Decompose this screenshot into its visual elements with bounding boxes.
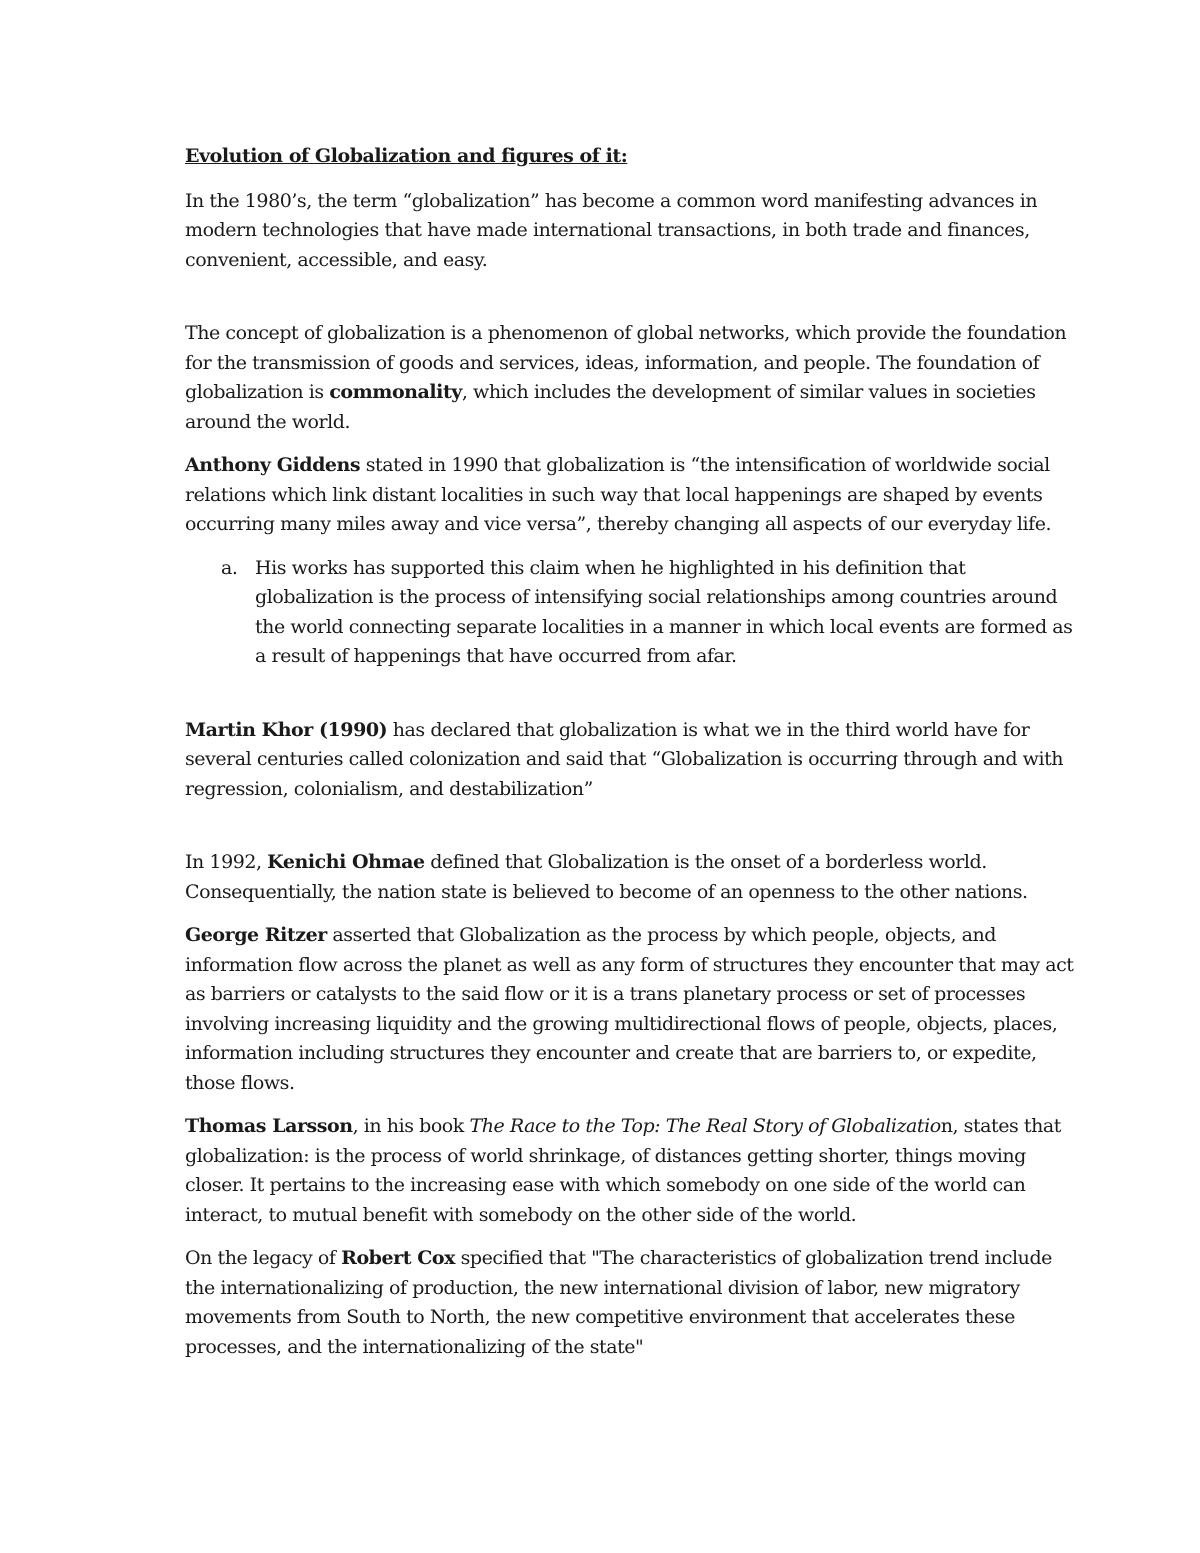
- list-marker: a.: [221, 556, 238, 579]
- paragraph-ohmae-lead: In 1992,: [185, 851, 268, 873]
- paragraph-larsson-mid: , in his book: [352, 1115, 470, 1137]
- list-item: [185, 554, 1085, 672]
- paragraph-concept-text-end: , which includes the development of similar values in societies around the world.: [185, 381, 1036, 433]
- paragraph-giddens-text: stated in 1990 that globalization is “the intensification of worldwide social relations which link distant localities in such way that local happenings are shaped by events occurring many miles away and vice versa”, thereby changing all aspects of our everyday life.: [185, 454, 1052, 535]
- paragraph-ohmae-text: defined that Globalization is the onset of a borderless world. Consequentially, the nation state is believed to become of an openness to the other nations.: [185, 851, 1028, 903]
- paragraph-1980s: [185, 187, 1085, 276]
- term-commonality: commonality: [329, 381, 462, 403]
- paragraph-concept-text: The concept of globalization is a phenomenon of global networks, which provide the foundation for the transmission of goods and services, ideas, information, and people. The foundation of globalization is: [185, 322, 1067, 403]
- paragraph-khor-text: has declared that globalization is what we in the third world have for several centuries called colonization and said that “Globalization is occurring through and with regression, colonialism, and destabilization”: [185, 718, 1064, 800]
- name-anthony-giddens: Anthony Giddens: [185, 454, 361, 476]
- name-thomas-larsson: Thomas Larsson: [185, 1115, 353, 1137]
- name-martin-khor: Martin Khor (1990): [185, 718, 388, 741]
- paragraph-khor: [185, 716, 1085, 805]
- paragraph-cox-text: specified that "The characteristics of globalization trend include the internationalizing of production, the new international division of labor, new migratory movements from South to North, the new competitive environment that accelerates these processes, and the internationalizing of the state": [185, 1247, 1052, 1358]
- paragraph-concept: [185, 319, 1085, 437]
- giddens-list: [185, 554, 1085, 672]
- name-george-ritzer: George Ritzer: [185, 924, 327, 946]
- paragraph-cox: [185, 1244, 1085, 1362]
- paragraph-cox-lead: On the legacy of: [185, 1247, 342, 1269]
- book-title: The Race to the Top: The Real Story of Globalizatio: [469, 1115, 941, 1137]
- paragraph-giddens: [185, 451, 1085, 540]
- document-heading: Evolution of Globalization and figures of it:: [185, 145, 628, 167]
- name-kenichi-ohmae: Kenichi Ohmae: [267, 851, 425, 873]
- paragraph-ritzer-text: asserted that Globalization as the process by which people, objects, and information flow across the planet as well as any form of structures they encounter that may act as barriers or catalysts to the said flow or it is a trans planetary process or set of processes involving increasing liquidity and the growing multidirectional flows of people, objects, places, information including structures they encounter and create that are barriers to, or expedite, those flows.: [185, 924, 1074, 1094]
- paragraph-ohmae: [185, 848, 1085, 907]
- paragraph-1980s-text: In the 1980’s, the term “globalization” has become a common word manifesting advances in modern technologies that have made international transactions, in both trade and finances, convenient, accessible, and easy.: [185, 189, 1038, 271]
- paragraph-ritzer: [185, 921, 1085, 1098]
- paragraph-larsson-text: n, states that globalization: is the process of world shrinkage, of distances getting shorter, things moving closer. It pertains to the increasing ease with which somebody on one side of the world can interact, to mutual benefit with somebody on the other side of the world.: [185, 1115, 1061, 1226]
- list-item-text: His works has supported this claim when he highlighted in his definition that globalization is the process of intensifying social relationships among countries around the world connecting separate localities in a manner in which local events are formed as a result of happenings that have occurred from afar.: [255, 556, 1073, 667]
- document-body: [185, 142, 1085, 1362]
- name-robert-cox: Robert Cox: [341, 1247, 455, 1269]
- paragraph-larsson: [185, 1112, 1085, 1230]
